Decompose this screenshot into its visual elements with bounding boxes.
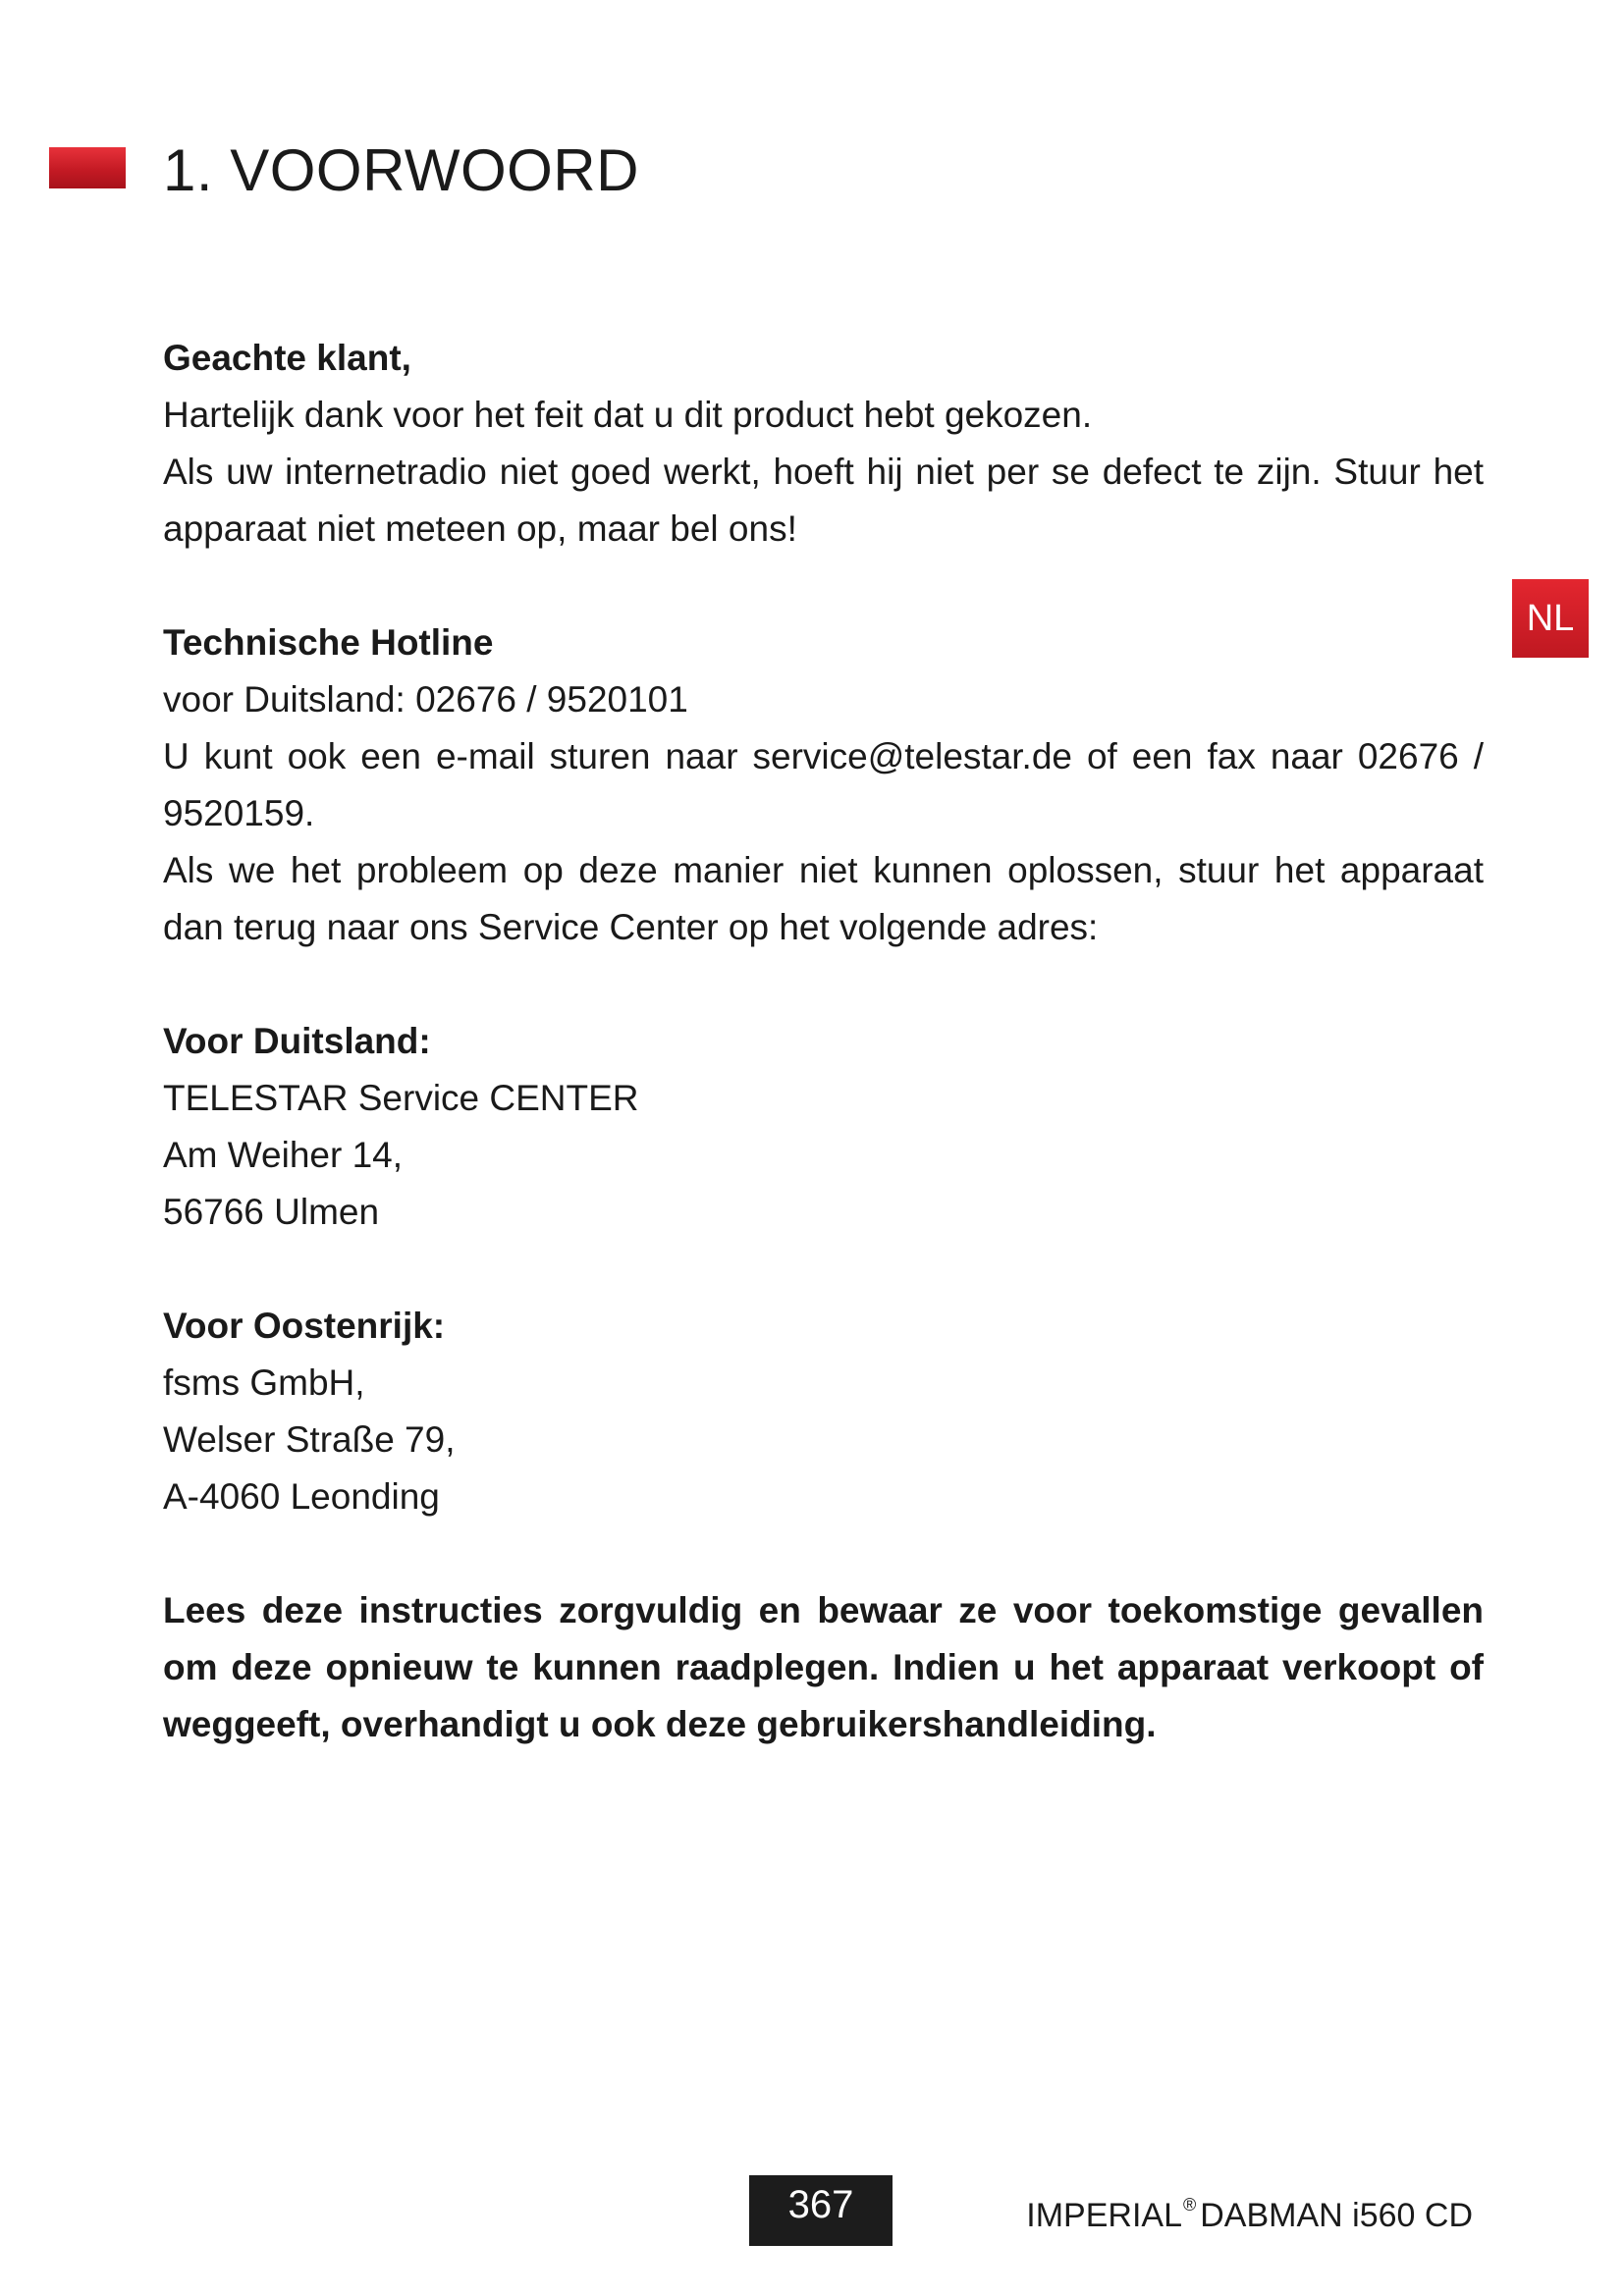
address-line: Am Weiher 14, bbox=[163, 1135, 404, 1175]
product-name bbox=[1026, 2177, 1473, 2243]
address-line: TELESTAR Service CENTER bbox=[163, 1078, 639, 1118]
austria-heading: Voor Oostenrijk: bbox=[163, 1306, 446, 1346]
hotline-email: U kunt ook een e-mail sturen naar service@telestar.de of een fax naar 02676 / 9520159. bbox=[163, 736, 1484, 833]
hotline-phone: voor Duitsland: 02676 / 9520101 bbox=[163, 679, 688, 720]
content bbox=[163, 330, 1484, 1753]
germany-address bbox=[163, 1013, 1484, 1241]
hotline-return: Als we het probleem op deze manier niet kunnen oplossen, stuur het apparaat dan terug naar ons Service Center op het volgende adres: bbox=[163, 850, 1484, 947]
registered-mark: ® bbox=[1182, 2195, 1197, 2215]
language-tab: NL bbox=[1512, 579, 1589, 658]
malfunction-line: Als uw internetradio niet goed werkt, hoeft hij niet per se defect te zijn. Stuur het apparaat niet meteen op, maar bel ons! bbox=[163, 452, 1484, 549]
brand-name: IMPERIAL bbox=[1026, 2197, 1182, 2234]
hotline-heading: Technische Hotline bbox=[163, 622, 494, 663]
hotline-section bbox=[163, 614, 1484, 956]
austria-address bbox=[163, 1298, 1484, 1525]
thank-you-line: Hartelijk dank voor het feit dat u dit product hebt gekozen. bbox=[163, 395, 1093, 435]
model-name: DABMAN i560 CD bbox=[1200, 2197, 1473, 2234]
germany-heading: Voor Duitsland: bbox=[163, 1021, 431, 1061]
title-marker bbox=[49, 147, 126, 188]
address-line: fsms GmbH, bbox=[163, 1362, 365, 1403]
greeting-section bbox=[163, 330, 1484, 558]
address-line: A-4060 Leonding bbox=[163, 1476, 440, 1517]
instructions-notice: Lees deze instructies zorgvuldig en bewaar ze voor toekomstige gevallen om deze opnieuw te kunnen raadplegen. Indien u het apparaat verkoopt of weggeeft, overhandigt u ook deze gebruikershandleiding. bbox=[163, 1590, 1484, 1744]
salutation: Geachte klant, bbox=[163, 338, 411, 378]
page-title: 1. VOORWOORD bbox=[163, 137, 639, 203]
page-number: 367 bbox=[749, 2175, 893, 2246]
address-line: Welser Straße 79, bbox=[163, 1419, 456, 1460]
address-line: 56766 Ulmen bbox=[163, 1192, 380, 1232]
